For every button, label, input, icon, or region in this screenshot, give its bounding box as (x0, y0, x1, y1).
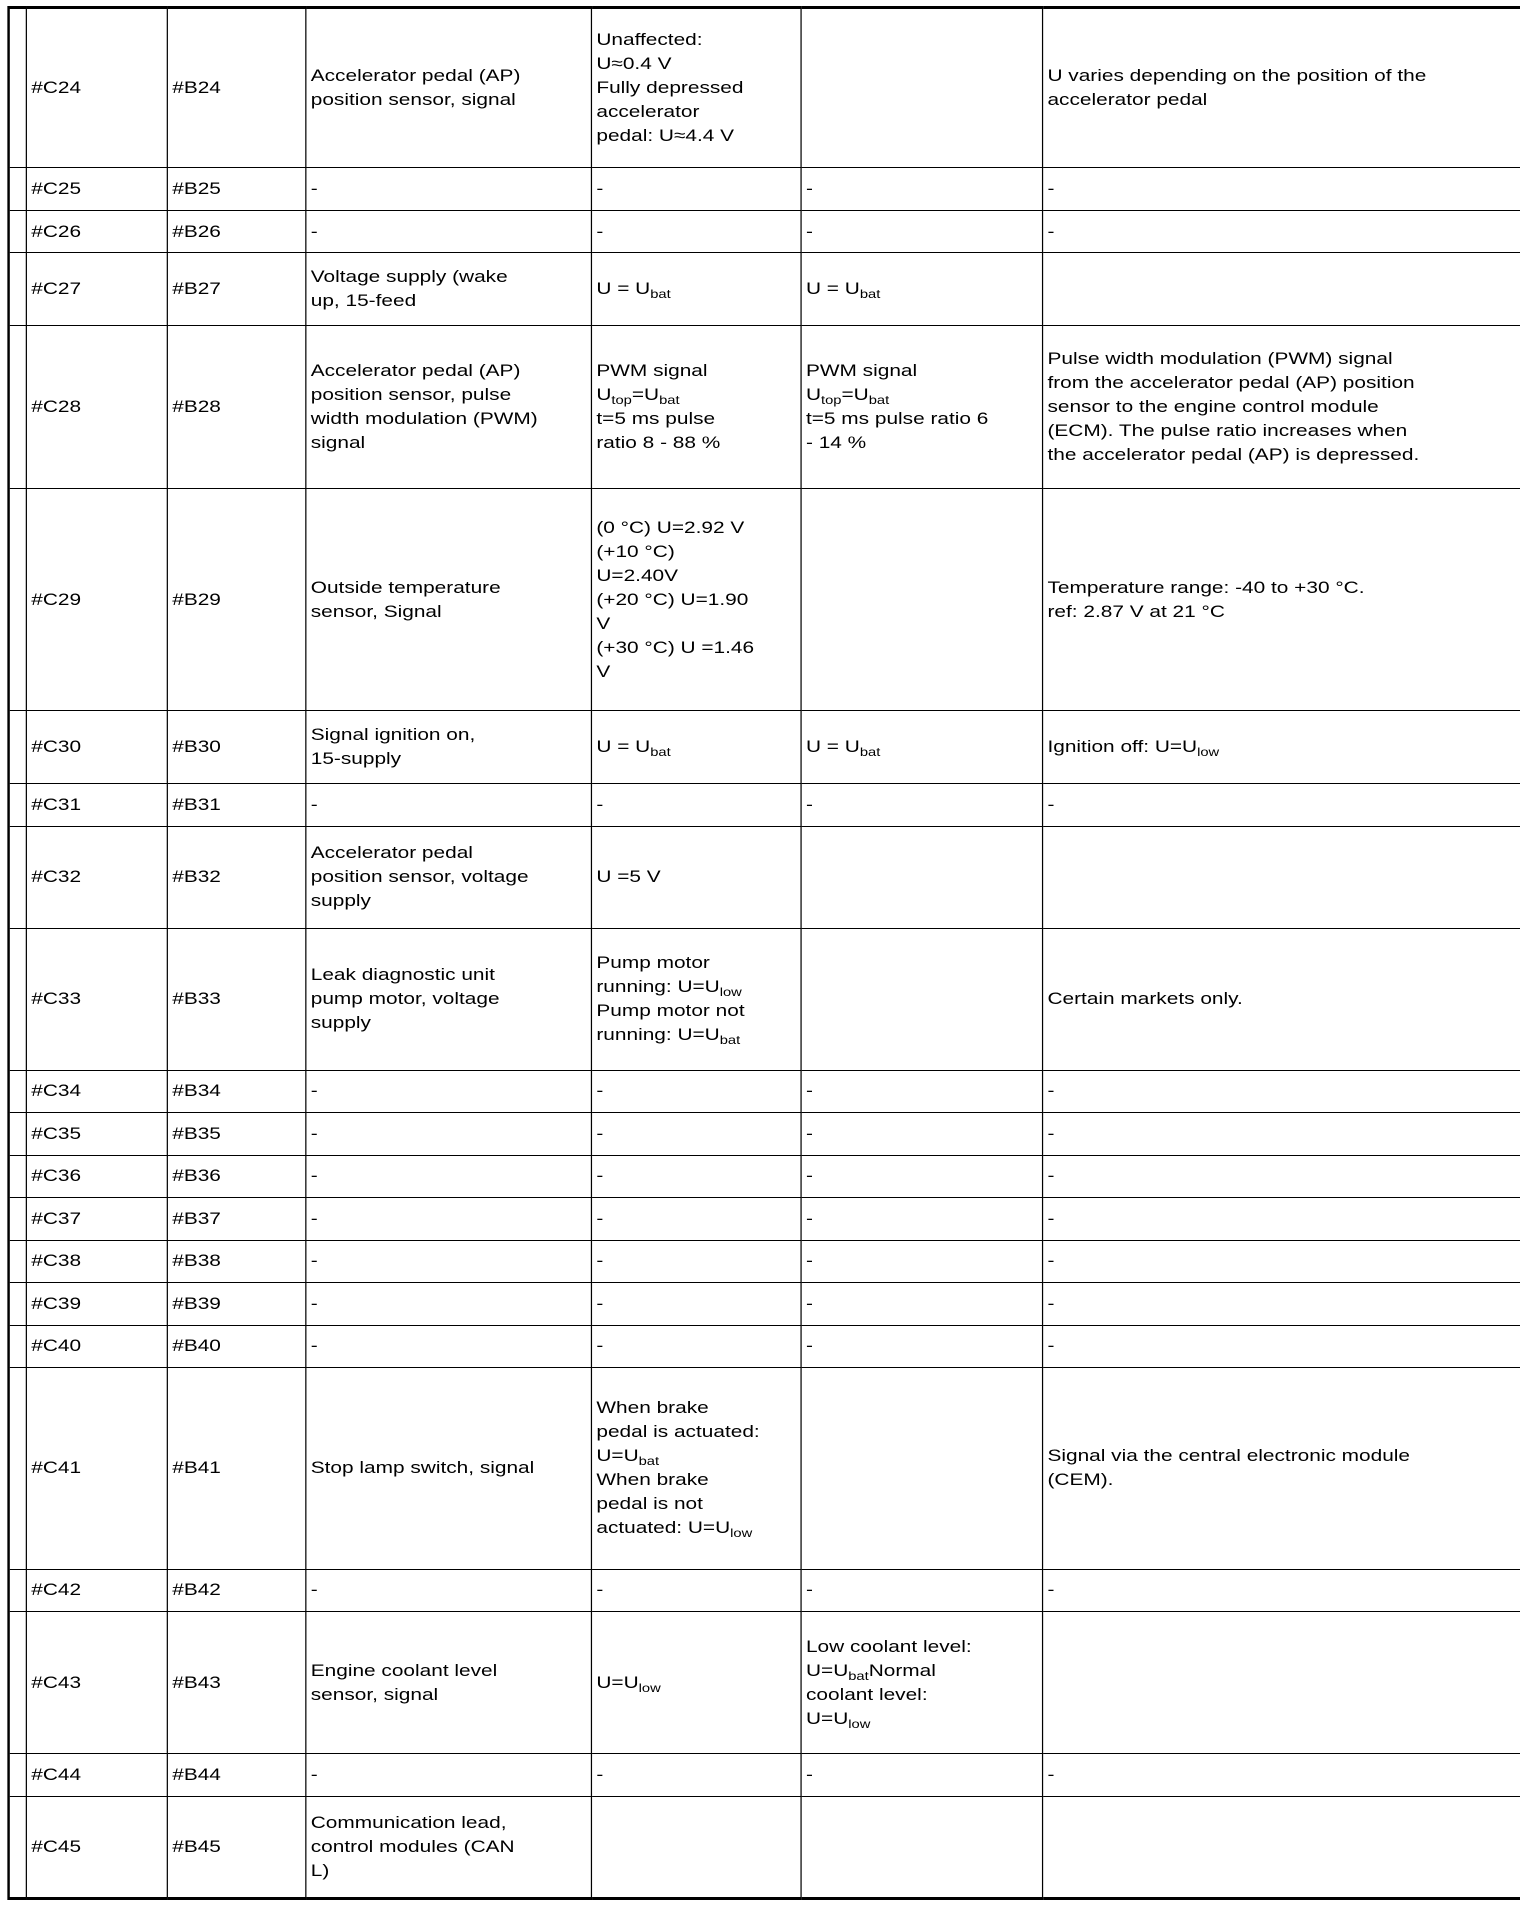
pin-table-body (9, 8, 1520, 1899)
table-row (9, 210, 1520, 253)
connector-pin-cell: #C31 (26, 784, 167, 827)
row-margin-cell (9, 168, 26, 211)
value-condition-1-cell: $U=U_{low}$ (591, 1612, 801, 1754)
remarks-cell: - (1042, 210, 1520, 253)
table-row (9, 711, 1520, 784)
ecm-pin-cell: #B29 (167, 488, 306, 710)
value-condition-2-cell (800, 488, 1041, 710)
signal-description-cell: - (305, 1155, 591, 1198)
table-row (9, 1113, 1520, 1156)
remarks-cell: - (1042, 1754, 1520, 1797)
remarks-cell (1042, 1796, 1520, 1898)
value-condition-1-cell: When brake pedal is actuated: $U=U_{bat}$ When brake pedal is not actuated: $U=U_{low}$ (591, 1368, 801, 1570)
table-row (9, 8, 1520, 168)
remarks-cell (1042, 826, 1520, 928)
table-row (9, 826, 1520, 928)
remarks-cell: Ignition off: $U=U_{low}$ (1042, 711, 1520, 784)
connector-pin-cell: #C29 (26, 488, 167, 710)
row-margin-cell (9, 928, 26, 1070)
value-condition-2-cell: $U = U_{bat}$ (800, 711, 1041, 784)
value-condition-2-cell: $U = U_{bat}$ (800, 253, 1041, 326)
value-condition-2-cell: - (800, 1325, 1041, 1368)
table-row (9, 253, 1520, 326)
remarks-cell: - (1042, 1070, 1520, 1113)
ecm-pin-cell: #B44 (167, 1754, 306, 1797)
table-row (9, 326, 1520, 489)
remarks-cell (1042, 1612, 1520, 1754)
signal-description-cell: - (305, 1113, 591, 1156)
connector-pin-cell: #C38 (26, 1240, 167, 1283)
value-condition-1-cell: - (591, 1198, 801, 1241)
remarks-cell: U varies depending on the position of the accelerator pedal (1042, 8, 1520, 168)
remarks-cell: - (1042, 1155, 1520, 1198)
row-margin-cell (9, 8, 26, 168)
connector-pin-cell: #C43 (26, 1612, 167, 1754)
value-condition-2-cell: - (800, 210, 1041, 253)
value-condition-2-cell (800, 826, 1041, 928)
table-row (9, 784, 1520, 827)
connector-pin-cell: #C42 (26, 1569, 167, 1612)
connector-pin-cell: #C30 (26, 711, 167, 784)
remarks-cell: Pulse width modulation (PWM) signal from the accelerator pedal (AP) position sensor to the engine control module (ECM). The pulse ratio increases when the accelerator pedal (AP) is depressed. (1042, 326, 1520, 489)
value-condition-2-cell: PWM signal $U_{top}=U_{bat}$ t=5 ms pulse ratio 6 - 14 % (800, 326, 1041, 489)
table-row (9, 928, 1520, 1070)
signal-description-cell: - (305, 1240, 591, 1283)
connector-pin-cell: #C41 (26, 1368, 167, 1570)
signal-description-cell: Voltage supply (wake up, 15-feed (305, 253, 591, 326)
ecm-pin-cell: #B37 (167, 1198, 306, 1241)
ecm-pin-cell: #B28 (167, 326, 306, 489)
value-condition-2-cell: - (800, 1155, 1041, 1198)
value-condition-1-cell: Pump motor running: $U=U_{low}$ Pump motor not running: $U=U_{bat}$ (591, 928, 801, 1070)
connector-pin-cell: #C25 (26, 168, 167, 211)
ecm-pin-cell: #B41 (167, 1368, 306, 1570)
signal-description-cell: Outside temperature sensor, Signal (305, 488, 591, 710)
signal-description-cell: - (305, 1325, 591, 1368)
table-row (9, 1198, 1520, 1241)
value-condition-1-cell: - (591, 1569, 801, 1612)
table-row (9, 1240, 1520, 1283)
connector-pin-cell: #C36 (26, 1155, 167, 1198)
remarks-cell: - (1042, 1113, 1520, 1156)
value-condition-1-cell: - (591, 1240, 801, 1283)
remarks-cell: Temperature range: -40 to +30 °C. ref: 2.87 V at 21 °C (1042, 488, 1520, 710)
value-condition-2-cell (800, 1796, 1041, 1898)
value-condition-2-cell (800, 8, 1041, 168)
ecm-pin-cell: #B31 (167, 784, 306, 827)
ecm-pin-cell: #B27 (167, 253, 306, 326)
connector-pin-cell: #C44 (26, 1754, 167, 1797)
remarks-cell: Certain markets only. (1042, 928, 1520, 1070)
signal-description-cell: Accelerator pedal (AP) position sensor, signal (305, 8, 591, 168)
ecm-pin-cell: #B33 (167, 928, 306, 1070)
value-condition-1-cell: - (591, 1283, 801, 1326)
row-margin-cell (9, 1283, 26, 1326)
ecm-pin-cell: #B42 (167, 1569, 306, 1612)
signal-description-cell: Leak diagnostic unit pump motor, voltage supply (305, 928, 591, 1070)
ecm-pin-cell: #B32 (167, 826, 306, 928)
row-margin-cell (9, 326, 26, 489)
value-condition-2-cell: - (800, 1070, 1041, 1113)
row-margin-cell (9, 210, 26, 253)
value-condition-1-cell: - (591, 1113, 801, 1156)
signal-description-cell: Engine coolant level sensor, signal (305, 1612, 591, 1754)
value-condition-1-cell: - (591, 1754, 801, 1797)
value-condition-2-cell: - (800, 1754, 1041, 1797)
pin-table (7, 6, 1520, 1900)
row-margin-cell (9, 1612, 26, 1754)
signal-description-cell: - (305, 1070, 591, 1113)
row-margin-cell (9, 1325, 26, 1368)
table-row (9, 488, 1520, 710)
signal-description-cell: - (305, 1569, 591, 1612)
row-margin-cell (9, 1754, 26, 1797)
ecm-pin-cell: #B25 (167, 168, 306, 211)
signal-description-cell: Signal ignition on, 15-supply (305, 711, 591, 784)
ecm-pin-cell: #B24 (167, 8, 306, 168)
row-margin-cell (9, 1368, 26, 1570)
remarks-cell: - (1042, 1283, 1520, 1326)
signal-description-cell: - (305, 1283, 591, 1326)
value-condition-2-cell (800, 928, 1041, 1070)
row-margin-cell (9, 1240, 26, 1283)
ecm-pin-cell: #B36 (167, 1155, 306, 1198)
value-condition-1-cell: (0 °C) U=2.92 V (+10 °C) U=2.40V (+20 °C) U=1.90 V (+30 °C) U =1.46 V (591, 488, 801, 710)
table-row (9, 1796, 1520, 1898)
ecm-pin-cell: #B43 (167, 1612, 306, 1754)
table-row (9, 1155, 1520, 1198)
remarks-cell: - (1042, 168, 1520, 211)
connector-pin-cell: #C27 (26, 253, 167, 326)
connector-pin-cell: #C28 (26, 326, 167, 489)
ecm-pin-cell: #B34 (167, 1070, 306, 1113)
remarks-cell (1042, 253, 1520, 326)
signal-description-cell: Accelerator pedal (AP) position sensor, pulse width modulation (PWM) signal (305, 326, 591, 489)
value-condition-2-cell: - (800, 1113, 1041, 1156)
ecm-pin-cell: #B38 (167, 1240, 306, 1283)
row-margin-cell (9, 711, 26, 784)
value-condition-1-cell: - (591, 1155, 801, 1198)
remarks-cell: - (1042, 1569, 1520, 1612)
value-condition-1-cell: Unaffected: U≈0.4 V Fully depressed accelerator pedal: U≈4.4 V (591, 8, 801, 168)
ecm-pin-cell: #B35 (167, 1113, 306, 1156)
value-condition-2-cell (800, 1368, 1041, 1570)
value-condition-2-cell: - (800, 1240, 1041, 1283)
signal-description-cell: - (305, 784, 591, 827)
table-row (9, 1612, 1520, 1754)
signal-description-cell: Communication lead, control modules (CAN L) (305, 1796, 591, 1898)
table-row (9, 1569, 1520, 1612)
value-condition-1-cell: - (591, 168, 801, 211)
remarks-cell: - (1042, 1198, 1520, 1241)
row-margin-cell (9, 784, 26, 827)
value-condition-2-cell: - (800, 1198, 1041, 1241)
row-margin-cell (9, 1070, 26, 1113)
ecm-pin-cell: #B40 (167, 1325, 306, 1368)
value-condition-2-cell: - (800, 1569, 1041, 1612)
signal-description-cell: Accelerator pedal position sensor, voltage supply (305, 826, 591, 928)
value-condition-1-cell: - (591, 1325, 801, 1368)
remarks-cell: Signal via the central electronic module (CEM). (1042, 1368, 1520, 1570)
table-row (9, 1754, 1520, 1797)
ecm-pin-cell: #B30 (167, 711, 306, 784)
connector-pin-cell: #C40 (26, 1325, 167, 1368)
table-row (9, 1325, 1520, 1368)
value-condition-1-cell: - (591, 1070, 801, 1113)
ecm-pin-cell: #B39 (167, 1283, 306, 1326)
row-margin-cell (9, 1198, 26, 1241)
remarks-cell: - (1042, 1325, 1520, 1368)
remarks-cell: - (1042, 784, 1520, 827)
value-condition-2-cell: - (800, 168, 1041, 211)
connector-pin-cell: #C39 (26, 1283, 167, 1326)
row-margin-cell (9, 253, 26, 326)
connector-pin-cell: #C24 (26, 8, 167, 168)
table-row (9, 1368, 1520, 1570)
connector-pin-cell: #C35 (26, 1113, 167, 1156)
ecm-pin-cell: #B45 (167, 1796, 306, 1898)
value-condition-1-cell: $U = U_{bat}$ (591, 711, 801, 784)
row-margin-cell (9, 488, 26, 710)
connector-pin-cell: #C26 (26, 210, 167, 253)
value-condition-1-cell: PWM signal $U_{top}=U_{bat}$ t=5 ms pulse ratio 8 - 88 % (591, 326, 801, 489)
row-margin-cell (9, 826, 26, 928)
table-row (9, 1283, 1520, 1326)
signal-description-cell: - (305, 168, 591, 211)
table-row (9, 168, 1520, 211)
signal-description-cell: - (305, 1198, 591, 1241)
value-condition-1-cell: U =5 V (591, 826, 801, 928)
connector-pin-cell: #C33 (26, 928, 167, 1070)
value-condition-1-cell: - (591, 784, 801, 827)
connector-pin-cell: #C34 (26, 1070, 167, 1113)
value-condition-1-cell: $U = U_{bat}$ (591, 253, 801, 326)
row-margin-cell (9, 1155, 26, 1198)
row-margin-cell (9, 1796, 26, 1898)
signal-description-cell: Stop lamp switch, signal (305, 1368, 591, 1570)
value-condition-2-cell: - (800, 1283, 1041, 1326)
row-margin-cell (9, 1113, 26, 1156)
value-condition-2-cell: Low coolant level: $U=U_{bat}Normal$ coolant level: $U=U_{low}$ (800, 1612, 1041, 1754)
value-condition-2-cell: - (800, 784, 1041, 827)
value-condition-1-cell: - (591, 210, 801, 253)
signal-description-cell: - (305, 210, 591, 253)
row-margin-cell (9, 1569, 26, 1612)
table-row (9, 1070, 1520, 1113)
remarks-cell: - (1042, 1240, 1520, 1283)
signal-description-cell: - (305, 1754, 591, 1797)
value-condition-1-cell (591, 1796, 801, 1898)
connector-pin-cell: #C45 (26, 1796, 167, 1898)
connector-pin-cell: #C37 (26, 1198, 167, 1241)
connector-pin-cell: #C32 (26, 826, 167, 928)
ecm-pin-cell: #B26 (167, 210, 306, 253)
